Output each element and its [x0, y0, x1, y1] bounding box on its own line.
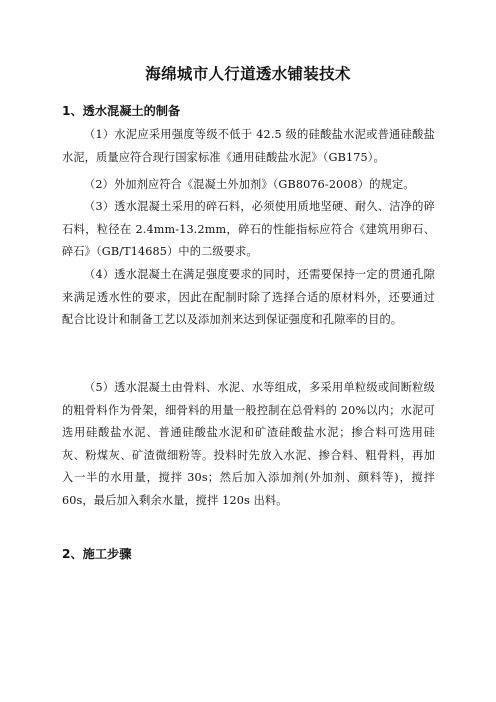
paragraph-mixing: （5）透水混凝土由骨料、水泥、水等组成，多采用单粒级或间断粒级的粗骨料作为骨架，细骨料的用量一般控制在总骨料的 20%以内；水泥可选用硅酸盐水泥、普通硅酸盐水泥和矿渣硅酸盐水泥；掺合料可选用硅灰、粉煤灰、矿渣微细粉等。投料时先放入水泥、掺合料、粗骨料，再加入一半的水用量，搅拌 30s；然后加入添加剂(外加剂、颜料等)，搅拌 60s，最后加入剩余水量，搅拌 120s 出料。	[62, 381, 435, 507]
document-title: 海绵城市人行道透水铺装技术	[145, 65, 351, 83]
section-heading-preparation: 1、透水混凝土的制备	[62, 104, 181, 118]
paragraph-cement: （1）水泥应采用强度等级不低于 42.5 级的硅酸盐水泥或普通硅酸盐水泥，质量应符合现行国家标准《通用硅酸盐水泥》（GB175）。	[62, 128, 435, 164]
paragraph-aggregate: （3）透水混凝土采用的碎石料，必须使用质地坚硬、耐久、洁净的碎石料，粒径在 2.4mm-13.2mm，碎石的性能指标应符合《建筑用卵石、碎石》（GB/T14685）中的二级要求。	[62, 200, 435, 258]
paragraph-admixture: （2）外加剂应符合《混凝土外加剂》（GB8076-2008）的规定。	[84, 178, 415, 191]
paragraph-porosity: （4）透水混凝土在满足强度要求的同时，还需要保持一定的贯通孔隙来满足透水性的要求，因此在配制时除了选择合适的原材料外，还要通过配合比设计和制备工艺以及添加剂来达到保证强度和孔隙率的目的。	[62, 268, 435, 326]
section-heading-construction: 2、施工步骤	[62, 547, 132, 561]
